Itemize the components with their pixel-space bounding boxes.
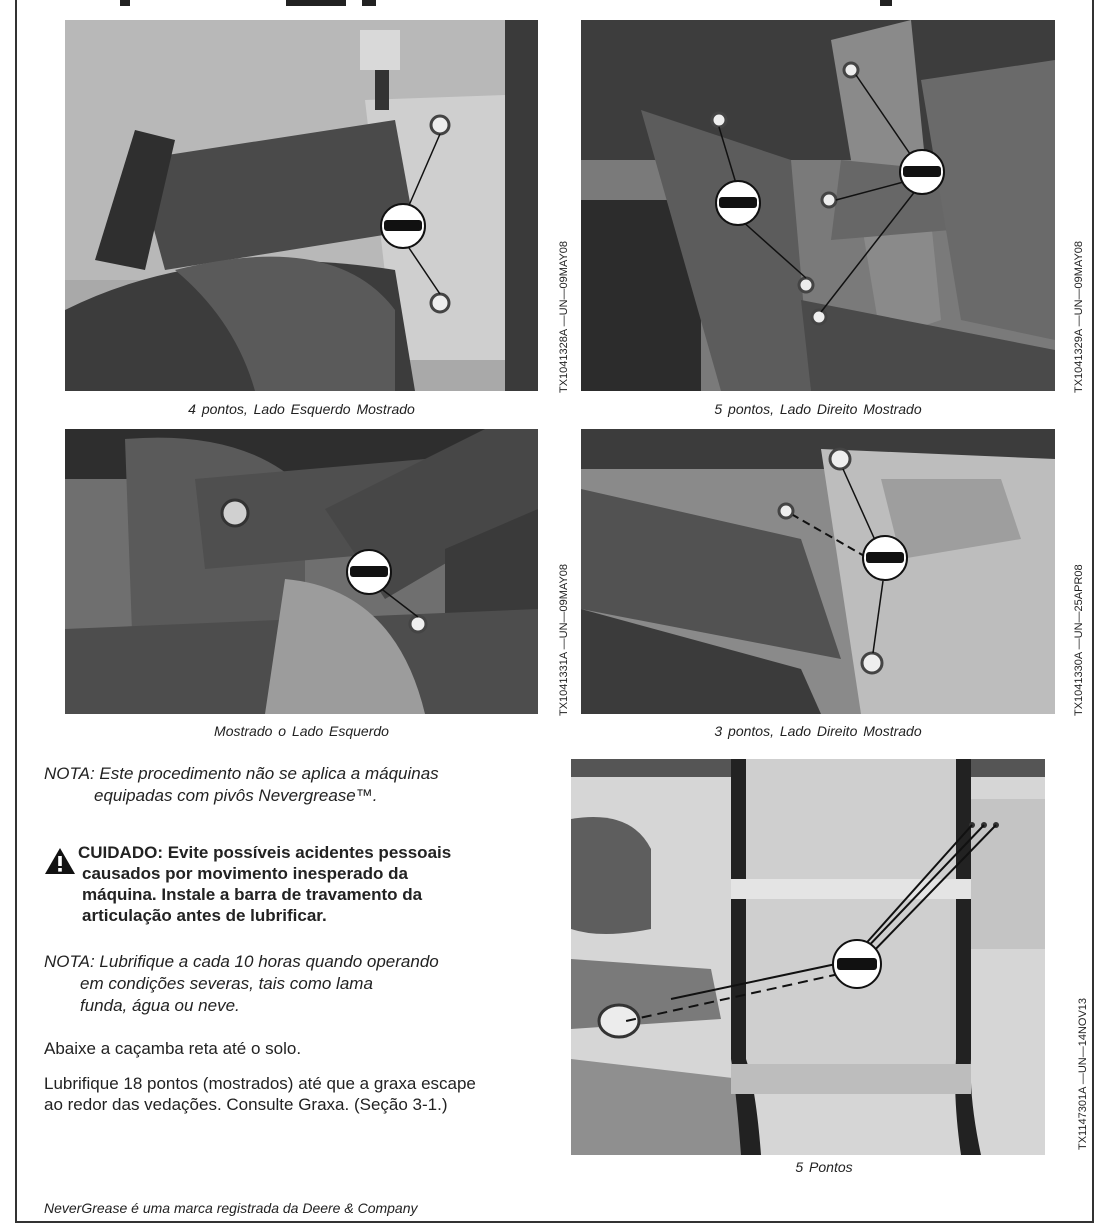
figure-caption: 5 Pontos <box>795 1159 853 1175</box>
trademark-footnote: NeverGrease é uma marca registrada da Deere & Company <box>44 1200 418 1216</box>
figure-code: TX1041331A —UN—09MAY08 <box>558 563 570 716</box>
right-border <box>1092 0 1094 1223</box>
lube-point-icon <box>833 940 881 988</box>
figure-code: TX1041328A —UN—09MAY08 <box>558 240 570 393</box>
render-5-points <box>571 759 1045 1155</box>
note-line: equipadas com pivôs Nevergrease™. <box>94 786 378 805</box>
lube-point-icon <box>381 204 425 248</box>
photo-left-side-shown <box>65 429 538 714</box>
lube-point-icon <box>900 150 944 194</box>
lube-point-icon <box>716 181 760 225</box>
clipped-heading-left <box>120 0 500 8</box>
figure-code: TX1041330A —UN—25APR08 <box>1073 564 1085 716</box>
caution-line: articulação antes de lubrificar. <box>82 906 327 925</box>
note-severe-conditions <box>44 951 544 1017</box>
figure-caption: Mostrado o Lado Esquerdo <box>214 723 389 739</box>
figure-caption: 3 pontos, Lado Direito Mostrado <box>714 723 922 739</box>
note-line: em condições severas, tais como lama <box>80 974 373 993</box>
photo-right-side-5-points <box>581 20 1055 391</box>
lube-point-icon <box>347 550 391 594</box>
photo-left-side-4-points <box>65 20 538 391</box>
bottom-border <box>15 1221 1093 1223</box>
caution-line: máquina. Instale a barra de travamento da <box>82 885 423 904</box>
instruction-line: ao redor das vedações. Consulte Graxa. (Seção 3-1.) <box>44 1095 448 1114</box>
note-nevergrease <box>44 763 544 807</box>
figure-caption: 5 pontos, Lado Direito Mostrado <box>714 401 922 417</box>
lube-point-icon <box>863 536 907 580</box>
note-line: funda, água ou neve. <box>80 996 240 1015</box>
caution-line: CUIDADO: Evite possíveis acidentes pessoais <box>78 843 452 862</box>
clipped-heading-right <box>880 0 920 8</box>
figure-code: TX1041329A —UN—09MAY08 <box>1073 240 1085 393</box>
note-line: NOTA: Este procedimento não se aplica a máquinas <box>44 764 439 783</box>
figure-caption: 4 pontos, Lado Esquerdo Mostrado <box>188 401 415 417</box>
photo-right-side-3-points <box>581 429 1055 714</box>
warning-triangle-icon <box>44 846 76 876</box>
note-line: NOTA: Lubrifique a cada 10 horas quando operando <box>44 952 439 971</box>
caution-line: causados por movimento inesperado da <box>82 864 408 883</box>
instruction-line: Lubrifique 18 pontos (mostrados) até que a graxa escape <box>44 1074 476 1093</box>
caution-block <box>44 842 544 926</box>
instruction-lower-bucket: Abaixe a caçamba reta até o solo. <box>44 1039 302 1058</box>
left-border <box>15 0 17 1223</box>
figure-code: TX1147301A —UN—14NOV13 <box>1077 997 1089 1150</box>
instruction-lubricate <box>44 1073 544 1115</box>
